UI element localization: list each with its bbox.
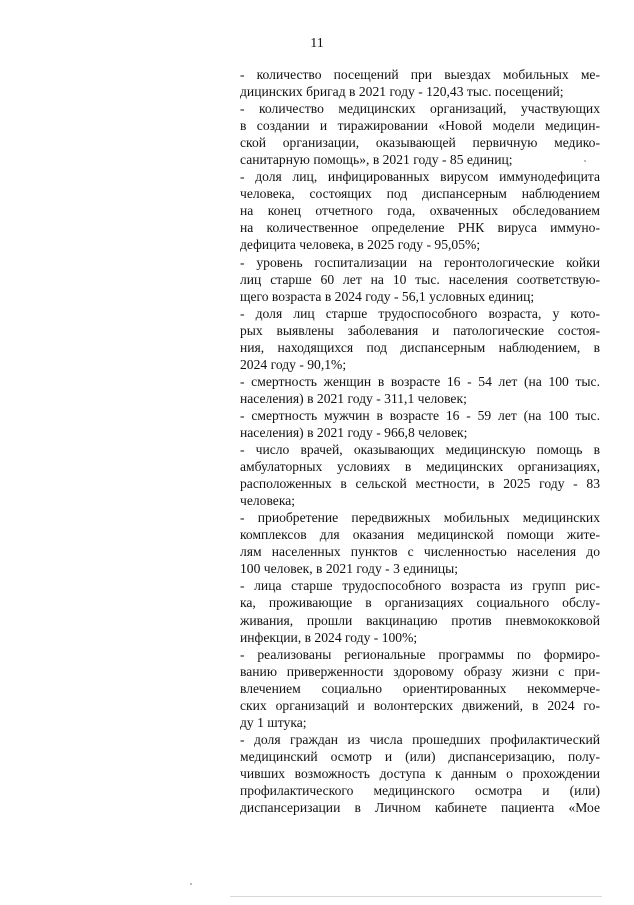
- text-line: дицинских бригад в 2021 году - 120,43 тыс. посещений;: [240, 84, 564, 100]
- text-line: человека, состоящих под диспансерным наблюдением: [240, 186, 600, 202]
- text-line: 100 человек, в 2021 году - 3 единицы;: [240, 561, 459, 577]
- text-line: - лица старше трудоспособного возраста из групп рис-: [240, 578, 600, 594]
- text-line: медицинский осмотр и (или) диспансеризацию, полу-: [240, 748, 600, 764]
- text-line: ка, проживающие в организациях социального обслу-: [240, 595, 600, 611]
- text-line: на конец отчетного года, охваченных обследованием: [240, 203, 600, 219]
- text-line: - доля лиц, инфицированных вирусом иммунодефицита: [240, 169, 600, 185]
- text-line: в создании и тиражировании «Новой модели медицин-: [240, 118, 600, 134]
- text-line: 2024 году - 90,1%;: [240, 356, 347, 372]
- text-line: - доля лиц старше трудоспособного возраста, у кото-: [240, 305, 600, 321]
- text-line: щего возраста в 2024 году - 56,1 условных единиц;: [240, 288, 535, 304]
- text-line: ду 1 штука;: [240, 714, 307, 730]
- scan-edge-line: [230, 896, 602, 897]
- text-line: - доля граждан из числа прошедших профилактический: [240, 731, 600, 747]
- page-number: 11: [310, 36, 324, 51]
- text-line: - смертность женщин в возрасте 16 - 54 лет (на 100 тыс.: [240, 373, 600, 389]
- text-line: - приобретение передвижных мобильных медицинских: [240, 510, 600, 526]
- text-line: населения) в 2021 году - 966,8 человек;: [240, 424, 468, 440]
- text-line: ской организации, оказывающей первичную медико-: [240, 135, 600, 151]
- text-line: лям населенных пунктов с численностью населения до: [240, 544, 600, 560]
- body-text: [240, 66, 600, 816]
- text-line: расположенных в сельской местности, в 2025 году - 83: [240, 476, 600, 492]
- text-line: амбулаторных условиях в медицинских организациях,: [240, 459, 600, 475]
- text-line: лиц старше 60 лет на 10 тыс. населения соответствую-: [240, 271, 600, 287]
- text-line: ских организаций и волонтерских движений, в 2024 го-: [240, 697, 600, 713]
- text-line: - число врачей, оказывающих медицинскую помощь в: [240, 442, 600, 458]
- text-line: ния, находящихся под диспансерным наблюдением, в: [240, 339, 600, 355]
- scan-speck: [584, 160, 586, 162]
- text-line: рых выявлены заболевания и патологические состоя-: [240, 322, 600, 338]
- text-line: комплексов для оказания медицинской помощи жите-: [240, 527, 600, 543]
- text-line: влечением социально ориентированных некоммерче-: [240, 680, 600, 696]
- text-line: на количественное определение РНК вируса иммуно-: [240, 220, 600, 236]
- text-line: - реализованы региональные программы по формиро-: [240, 646, 600, 662]
- text-line: санитарную помощь», в 2021 году - 85 единиц;: [240, 152, 513, 168]
- text-line: чивших возможность доступа к данным о прохождении: [240, 765, 600, 781]
- text-line: населения) в 2021 году - 311,1 человек;: [240, 390, 467, 406]
- scan-speck: [190, 883, 192, 885]
- text-line: - количество медицинских организаций, участвующих: [240, 101, 600, 117]
- text-line: дефицита человека, в 2025 году - 95,05%;: [240, 237, 481, 253]
- text-line: инфекции, в 2024 году - 100%;: [240, 629, 418, 645]
- text-line: человека;: [240, 493, 296, 509]
- text-line: живания, прошли вакцинацию против пневмококковой: [240, 612, 600, 628]
- text-line: ванию приверженности здоровому образу жизни с при-: [240, 663, 600, 679]
- text-line: - смертность мужчин в возрасте 16 - 59 лет (на 100 тыс.: [240, 407, 600, 423]
- text-line: профилактического медицинского осмотра и (или): [240, 782, 600, 798]
- text-line: - количество посещений при выездах мобильных ме-: [240, 67, 600, 82]
- text-line: - уровень госпитализации на геронтологические койки: [240, 254, 600, 270]
- text-line: диспансеризации в Личном кабинете пациента «Мое: [240, 800, 600, 816]
